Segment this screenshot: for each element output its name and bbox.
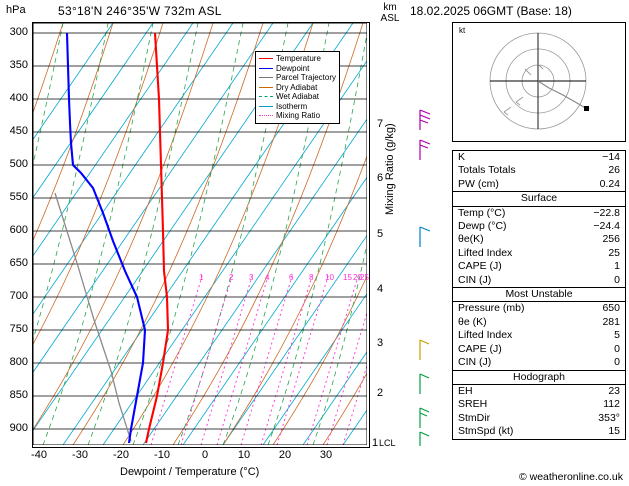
height-axis-title — [378, 2, 402, 24]
mixing-ratio-lines — [151, 273, 367, 445]
unstable-row-li — [453, 329, 625, 342]
surface-value-cape: 1 — [614, 260, 620, 273]
mixing-ratio-label-10: 10 — [325, 273, 334, 282]
surface-label-thetae: θe(K) — [458, 233, 484, 246]
unstable-row-thetae — [453, 316, 625, 329]
hodo-value-stmdir: 353° — [598, 411, 620, 424]
temp-tick-10: 10 — [237, 449, 251, 461]
parcel-trajectory-curve — [55, 193, 131, 441]
hodo-label-sreh: SREH — [458, 398, 488, 411]
height-tick-1: 1 — [372, 437, 379, 449]
index-value-totals: 26 — [608, 164, 620, 177]
unstable-label-thetae: θe (K) — [458, 315, 487, 328]
skewt-diagram — [32, 22, 370, 448]
surface-value-temp: −22.8 — [593, 206, 620, 219]
index-row-pw — [453, 178, 625, 191]
valid-datetime-label: 18.02.2025 06GMT (Base: 18) — [410, 4, 572, 18]
hodo-label-stmdir: StmDir — [458, 411, 491, 424]
legend-label-parcel: Parcel Trajectory — [276, 73, 337, 82]
unstable-row-pressure — [453, 302, 625, 315]
unstable-value-cape: 0 — [614, 342, 620, 355]
legend-item-wet-adiabat — [259, 92, 336, 102]
legend-label-mixing-ratio: Mixing Ratio — [276, 111, 321, 120]
wind-barb-column — [396, 22, 444, 446]
lcl-label: LCL — [379, 438, 396, 448]
surface-label-cape: CAPE (J) — [458, 260, 502, 273]
height-tick-3: 3 — [377, 337, 384, 349]
legend-item-dry-adiabat — [259, 83, 336, 93]
pressure-tick-650: 650 — [9, 257, 28, 269]
height-tick-4: 4 — [377, 283, 384, 295]
temperature-curve — [146, 33, 168, 443]
temp-tick-30: 30 — [319, 449, 333, 461]
legend-item-dewpoint — [259, 64, 336, 74]
index-label-totals: Totals Totals — [458, 164, 516, 177]
pressure-tick-450: 450 — [9, 125, 28, 137]
pressure-tick-600: 600 — [9, 224, 28, 236]
surface-value-li: 25 — [608, 246, 620, 259]
hodo-label-stmspd: StmSpd (kt) — [458, 425, 514, 438]
surface-row-temp — [453, 207, 625, 220]
mixing-ratio-label-3: 3 — [249, 273, 254, 282]
unstable-label-cape: CAPE (J) — [458, 342, 502, 355]
mixing-ratio-axis-title: Mixing Ratio (g/kg) — [384, 123, 396, 215]
temp-tick--40: -40 — [31, 449, 47, 461]
pressure-tick-750: 750 — [9, 323, 28, 335]
unstable-value-thetae: 281 — [602, 315, 620, 328]
pressure-tick-300: 300 — [9, 26, 28, 38]
section-title-surface: Surface — [453, 191, 625, 206]
pressure-tick-900: 900 — [9, 422, 28, 434]
height-tick-7: 7 — [377, 118, 384, 130]
dewpoint-curve — [67, 33, 145, 443]
legend-label-wet-adiabat: Wet Adiabat — [276, 92, 319, 101]
legend-label-dry-adiabat: Dry Adiabat — [276, 82, 318, 92]
surface-row-cape — [453, 260, 625, 273]
hodo-value-stmspd: 15 — [608, 425, 620, 438]
mixing-ratio-label-8: 8 — [309, 273, 314, 282]
mixing-ratio-label-15: 15 — [343, 273, 352, 282]
chart-legend — [255, 51, 340, 124]
height-axis-ref: ASL — [380, 13, 400, 24]
height-tick-6: 6 — [377, 172, 384, 184]
temp-tick-20: 20 — [278, 449, 292, 461]
surface-value-cin: 0 — [614, 273, 620, 286]
pressure-tick-550: 550 — [9, 191, 28, 203]
indices-table — [452, 150, 626, 440]
legend-item-parcel — [259, 73, 336, 83]
unstable-label-li: Lifted Index — [458, 329, 513, 342]
index-value-k: −14 — [602, 151, 620, 163]
surface-value-dewp: −24.4 — [593, 220, 620, 233]
surface-label-temp: Temp (°C) — [458, 206, 506, 219]
hodograph-unit-label: kt — [459, 26, 466, 35]
temp-tick--20: -20 — [113, 449, 129, 461]
index-row-totals — [453, 164, 625, 177]
index-label-pw: PW (cm) — [458, 177, 499, 190]
surface-row-dewp — [453, 220, 625, 233]
section-title-hodograph: Hodograph — [453, 370, 625, 385]
pressure-tick-350: 350 — [9, 59, 28, 71]
section-title-most-unstable: Most Unstable — [453, 287, 625, 302]
x-axis-title: Dewpoint / Temperature (°C) — [120, 466, 260, 478]
legend-label-dewpoint: Dewpoint — [276, 63, 310, 73]
legend-item-temperature — [259, 54, 336, 64]
mixing-ratio-label-1: 1 — [199, 273, 204, 282]
station-location-title: 53°18'N 246°35'W 732m ASL — [58, 4, 222, 18]
mixing-ratio-label-6: 6 — [289, 273, 294, 282]
copyright-label: © weatheronline.co.uk — [518, 471, 623, 483]
surface-label-dewp: Dewp (°C) — [458, 220, 507, 233]
temp-tick-0: 0 — [201, 449, 209, 461]
pressure-tick-700: 700 — [9, 290, 28, 302]
unstable-value-cin: 0 — [614, 356, 620, 369]
unstable-row-cin — [453, 356, 625, 369]
hodo-value-eh: 23 — [608, 384, 620, 397]
hodo-label-eh: EH — [458, 384, 473, 397]
hodo-row-stmspd — [453, 425, 625, 438]
hodograph-svg — [453, 23, 623, 139]
surface-value-thetae: 256 — [602, 233, 620, 246]
pressure-tick-800: 800 — [9, 356, 28, 368]
surface-label-cin: CIN (J) — [458, 273, 492, 286]
legend-label-isotherm: Isotherm — [276, 101, 308, 111]
legend-item-isotherm — [259, 102, 336, 112]
height-tick-2: 2 — [377, 387, 384, 399]
legend-label-temperature: Temperature — [276, 54, 321, 63]
hodo-row-eh — [453, 385, 625, 398]
surface-row-cin — [453, 274, 625, 287]
index-label-k: K — [458, 151, 466, 163]
pressure-tick-400: 400 — [9, 92, 28, 104]
index-value-pw: 0.24 — [599, 177, 620, 190]
hodograph-panel — [452, 22, 626, 142]
pressure-tick-850: 850 — [9, 389, 28, 401]
surface-row-thetae — [453, 233, 625, 246]
hodo-value-sreh: 112 — [603, 398, 620, 411]
hodo-row-sreh — [453, 398, 625, 411]
unstable-row-cape — [453, 343, 625, 356]
index-row-k — [453, 151, 625, 164]
unstable-label-cin: CIN (J) — [458, 356, 492, 369]
mixing-ratio-label-4: 4 — [265, 273, 270, 282]
pressure-units-label: hPa — [6, 4, 26, 16]
surface-row-li — [453, 247, 625, 260]
unstable-value-li: 5 — [614, 329, 620, 342]
unstable-label-pressure: Pressure (mb) — [458, 302, 525, 315]
hodo-row-stmdir — [453, 412, 625, 425]
unstable-value-pressure: 650 — [602, 302, 620, 315]
height-axis-unit: km — [383, 2, 397, 13]
surface-label-li: Lifted Index — [458, 246, 513, 259]
legend-item-mixing-ratio — [259, 111, 336, 121]
height-tick-5: 5 — [377, 228, 384, 240]
temp-tick--30: -30 — [72, 449, 88, 461]
mixing-ratio-label-25: 25 — [360, 273, 369, 282]
pressure-tick-500: 500 — [9, 158, 28, 170]
mixing-ratio-label-2: 2 — [229, 273, 234, 282]
mixing-ratio-label-20: 20 — [353, 273, 362, 282]
temp-tick--10: -10 — [154, 449, 170, 461]
